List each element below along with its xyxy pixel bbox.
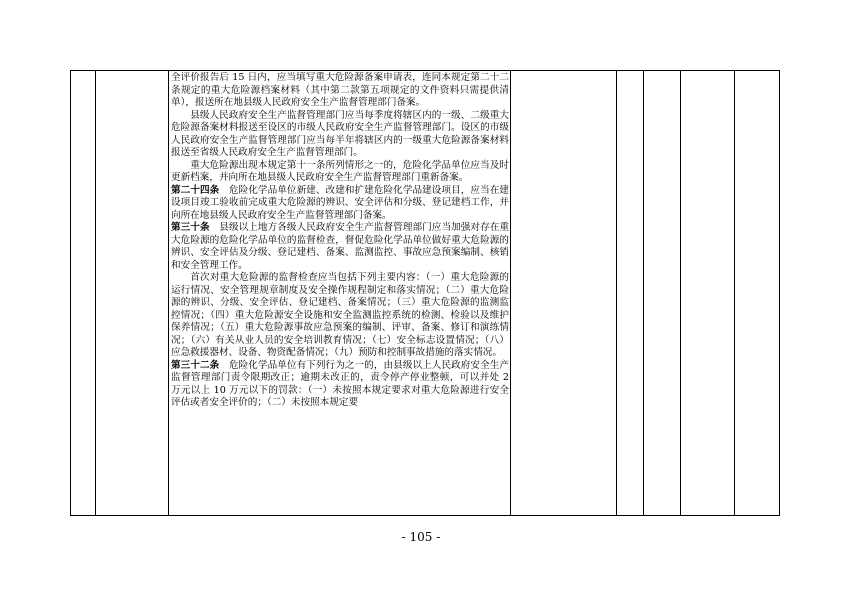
paragraph-text: 首次对重大危险源的监督检查应当包括下列主要内容：（一）重大危险源的运行情况、安全管理规章制度及安全操作规程制定和落实情况；（二）重大危险源的辨识、分级、安全评估、登记建档、备案情况；（三）重大危险源的监测监控情况；（四）重大危险源安全设施和安全监测监控系统的检测、检验以及维护保养情况；（五）重大危险源事故应急预案的编制、评审、备案、修订和演练情况；（六）有关从业人员的安全培训教育情况；（七）安全标志设置情况；（八）应急救援器材、设备、物资配备情况；（九）预防和控制事故措施的落实情况。 — [171, 272, 509, 358]
column-divider — [168, 70, 169, 516]
paragraph-text: 重大危险源出现本规定第十一条所列情形之一的，危险化学品单位应当及时更新档案，并向所在地县级人民政府安全生产监督管理部门重新备案。 — [171, 159, 509, 183]
article-number: 第三十二条 — [171, 359, 220, 371]
column-divider — [616, 70, 617, 516]
paragraph — [171, 222, 509, 272]
paragraph — [171, 160, 509, 185]
paragraph-text: 县级以上地方各级人民政府安全生产监督管理部门应当加强对存在重大危险源的危险化学品单位的监督检查，督促危险化学品单位做好重大危险源的辨识、安全评估及分级、登记建档、备案、监测监控、事故应急预案编制、核销和安全管理工作。 — [171, 222, 509, 271]
paragraph-text: 危险化学品单位有下列行为之一的，由县级以上人民政府安全生产监督管理部门责令限期改正；逾期未改正的，责令停产停业整顿，可以并处 2 万元以上 10 万元以下的罚款：（一）未按照本规定要求对重大危险源进行安全评估或者安全评价的；（二）未按照本规定要 — [171, 359, 509, 408]
column-divider — [510, 70, 511, 516]
paragraph — [171, 110, 509, 160]
paragraph-text: 危险化学品单位新建、改建和扩建危险化学品建设项目，应当在建设项目竣工验收前完成重大危险源的辨识、安全评估和分级、登记建档工作，并向所在地县级人民政府安全生产监督管理部门备案。 — [171, 184, 509, 221]
paragraph — [171, 272, 509, 360]
paragraph — [171, 185, 509, 223]
regulation-text-cell — [171, 72, 509, 514]
paragraph-text: 县级人民政府安全生产监督管理部门应当每季度将辖区内的一级、二级重大危险源备案材料报送至设区的市级人民政府安全生产监督管理部门。设区的市级人民政府安全生产监督管理部门应当每半年将辖区内的一级重大危险源备案材料报送至省级人民政府安全生产监督管理部门。 — [171, 109, 509, 158]
article-number: 第二十四条 — [171, 184, 220, 196]
column-divider — [95, 70, 96, 516]
paragraph-text: 全评价报告后 15 日内，应当填写重大危险源备案申请表，连同本规定第二十二条规定的重大危险源档案材料（其中第二款第五项规定的文件资料只需提供清单），报送所在地县级人民政府安全生产监督管理部门备案。 — [171, 72, 509, 108]
column-divider — [643, 70, 644, 516]
column-divider — [680, 70, 681, 516]
paragraph — [171, 72, 509, 110]
column-divider — [734, 70, 735, 516]
article-number: 第三十条 — [171, 222, 210, 233]
page-number: - 105 - — [401, 530, 441, 544]
paragraph — [171, 360, 509, 410]
